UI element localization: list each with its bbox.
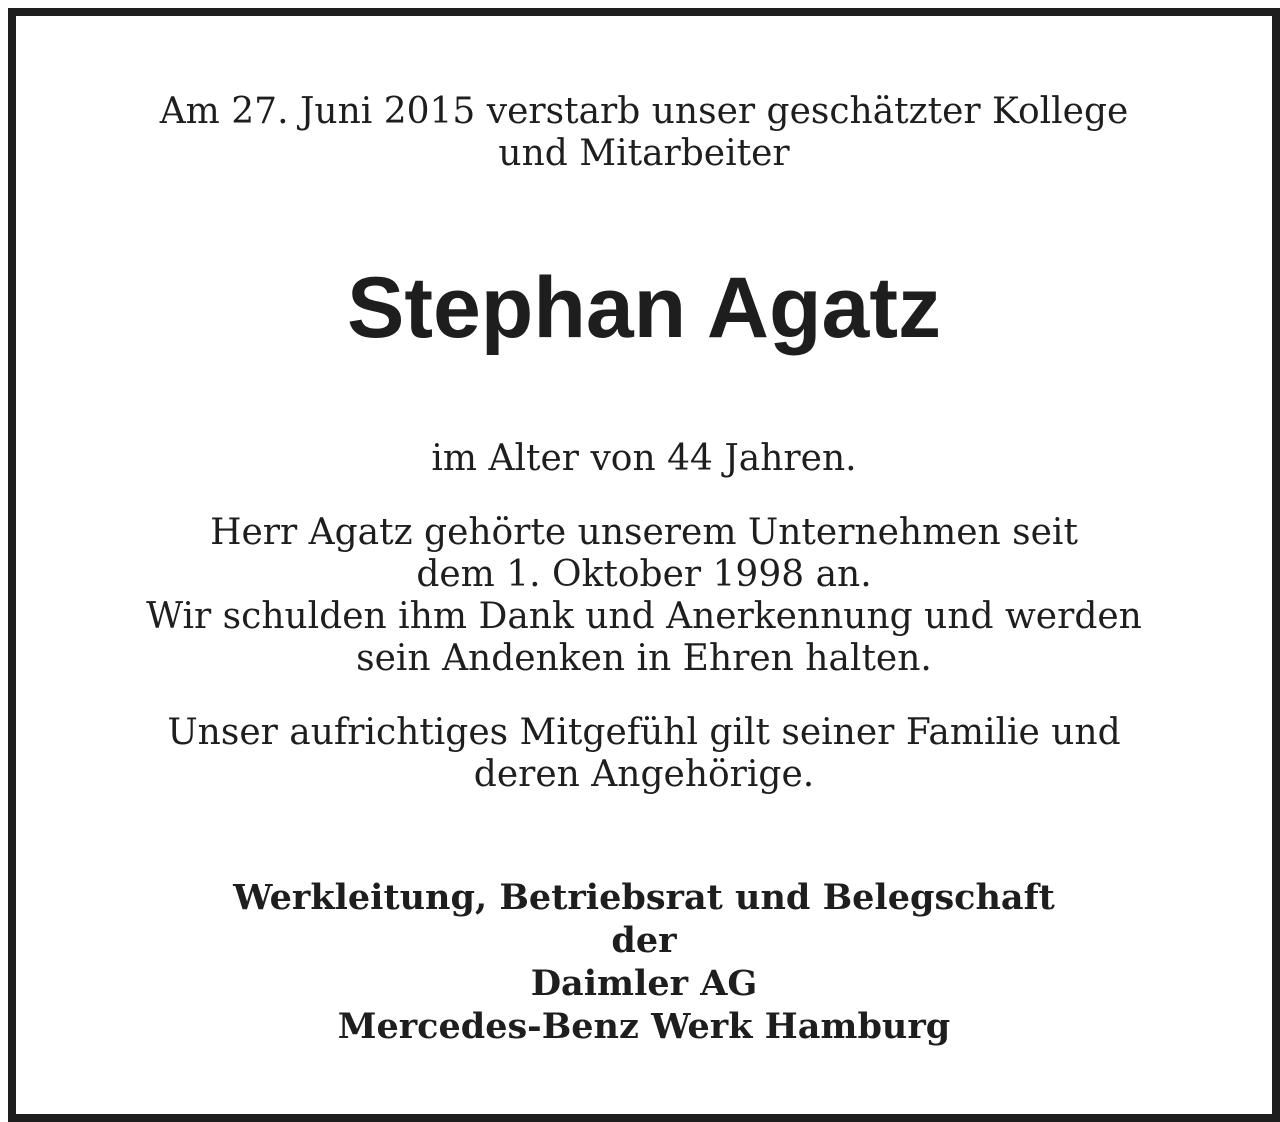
tribute-line: dem 1. Oktober 1998 an. <box>416 554 872 595</box>
tribute-line: sein Andenken in Ehren halten. <box>356 638 932 679</box>
intro-line: und Mitarbeiter <box>498 133 790 174</box>
tribute-line: Wir schulden ihm Dank und Anerkennung und werden <box>146 596 1142 637</box>
tribute-line: Herr Agatz gehörte unserem Unternehmen seit <box>210 512 1078 553</box>
age-text: im Alter von 44 Jahren. <box>431 438 857 479</box>
signature-line: Werkleitung, Betriebsrat und Belegschaft <box>233 877 1055 918</box>
signature-line: der <box>611 920 677 961</box>
condolence-text <box>16 712 1272 796</box>
intro-line: Am 27. Juni 2015 verstarb unser geschätzter Kollege <box>159 91 1129 132</box>
intro-text <box>16 91 1272 175</box>
signature-line: Mercedes-Benz Werk Hamburg <box>337 1006 951 1047</box>
tribute-text <box>16 512 1272 680</box>
condolence-line: Unser aufrichtiges Mitgefühl gilt seiner Familie und <box>167 712 1121 753</box>
signature-line: Daimler AG <box>530 963 758 1004</box>
signature-block <box>16 876 1272 1048</box>
obituary-notice <box>8 8 1280 1122</box>
deceased-name: Stephan Agatz <box>346 260 942 356</box>
condolence-line: deren Angehörige. <box>473 754 815 795</box>
